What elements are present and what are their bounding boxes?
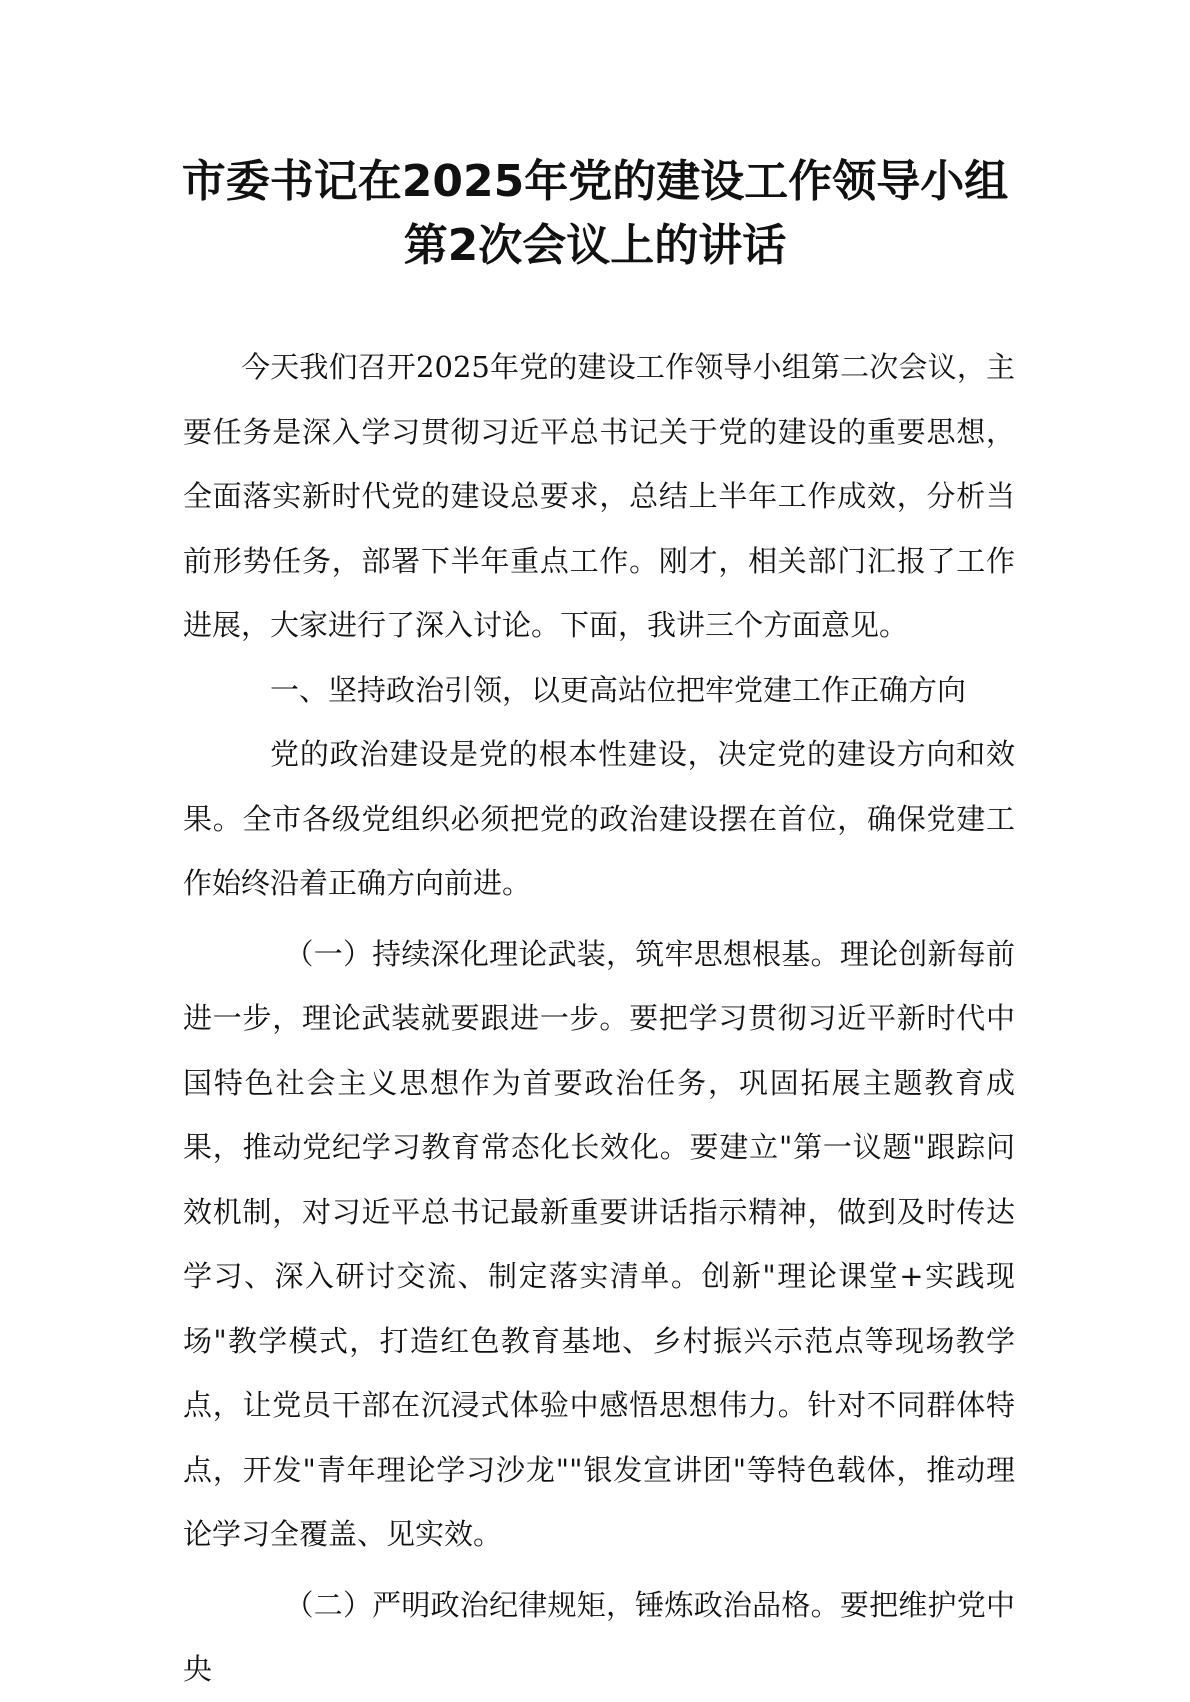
paragraph-intro: 今天我们召开2025年党的建设工作领导小组第二次会议，主要任务是深入学习贯彻习近平总书记关于党的建设的重要思想，全面落实新时代党的建设总要求，总结上半年工作成效，分析当前形势任务，部署下半年重点工作。刚才，相关部门汇报了工作进展，大家进行了深入讨论。下面，我讲三个方面意见。 <box>183 350 1015 642</box>
paragraph-subsection-2: （二）严明政治纪律规矩，锤炼政治品格。要把维护党中央 <box>183 1587 1015 1686</box>
paragraph-political-building: 党的政治建设是党的根本性建设，决定党的建设方向和效果。全市各级党组织必须把党的政治建设摆在首位，确保党建工作始终沿着正确方向前进。 <box>183 737 1015 900</box>
title-line-1: 市委书记在2025年党的建设工作领导小组 <box>181 156 1009 207</box>
document-body <box>183 335 1015 1702</box>
section-heading-1: 一、坚持政治引领，以更高站位把牢党建工作正确方向 <box>270 672 967 707</box>
paragraph-subsection-1: （一）持续深化理论武装，筑牢思想根基。理论创新每前进一步，理论武装就要跟进一步。要把学习贯彻习近平新时代中国特色社会主义思想作为首要政治任务，巩固拓展主题教育成果，推动党纪学习教育常态化长效化。要建立"第一议题"跟踪问效机制，对习近平总书记最新重要讲话指示精神，做到及时传达学习、深入研讨交流、制定落实清单。创新"理论课堂+实践现场"教学模式，打造红色教育基地、乡村振兴示范点等现场教学点，让党员干部在沉浸式体验中感悟思想伟力。针对不同群体特点，开发"青年理论学习沙龙""银发宣讲团"等特色载体，推动理论学习全覆盖、见实效。 <box>183 936 1015 1551</box>
document-title <box>150 150 1040 278</box>
title-line-2: 第2次会议上的讲话 <box>403 220 787 271</box>
